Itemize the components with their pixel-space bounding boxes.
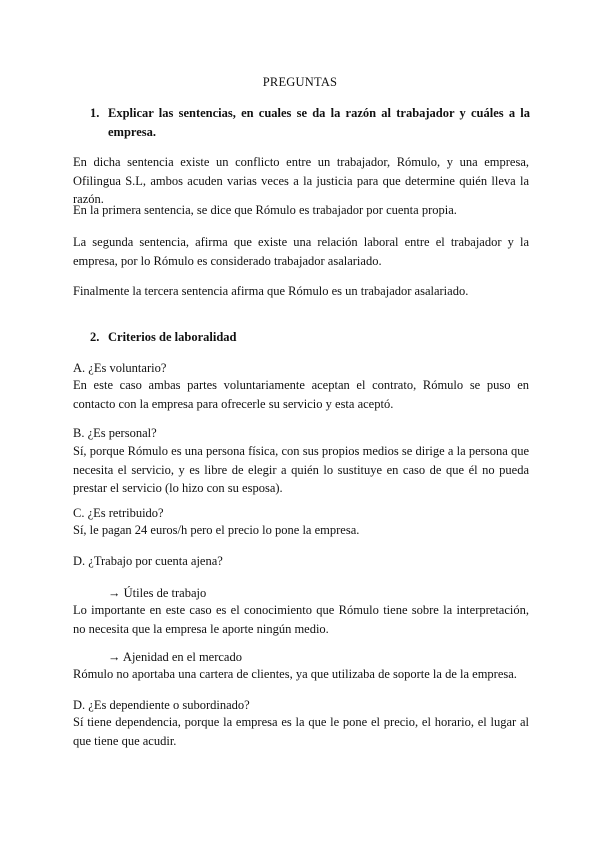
question-1-number: 1. [90, 106, 100, 120]
question-2-number: 2. [90, 330, 100, 344]
criterion-a-text: En este caso ambas partes voluntariamente aceptan el contrato, Rómulo se puso en contacto con la empresa para ofrecerle su servicio y esta aceptó. [73, 378, 529, 411]
question-2-heading [90, 328, 530, 347]
utiles-text: Lo importante en este caso es el conocimiento que Rómulo tiene sobre la interpretación, no necesita que la empresa le aporte ningún medio. [73, 603, 529, 636]
criterion-c-text: Sí, le pagan 24 euros/h pero el precio lo pone la empresa. [73, 523, 360, 537]
criterion-b-text: Sí, porque Rómulo es una persona física, con sus propios medios se dirige a la persona que necesita el servicio, y es libre de elegir a quién lo sustituye en caso de que él no pueda prestar el servicio (lo hizo con su esposa). [73, 444, 529, 495]
paragraph-second-sentence: La segunda sentencia, afirma que existe una relación laboral entre el trabajador y la empresa, por lo Rómulo es considerado trabajador asalariado. [73, 235, 529, 268]
paragraph-conflict: En dicha sentencia existe un conflicto entre un trabajador, Rómulo, y una empresa, Ofilingua S.L, ambos acuden varias veces a la justicia para que determine quién lleva la razón. [73, 155, 529, 206]
question-1-text: Explicar las sentencias, en cuales se da la razón al trabajador y cuáles a la empresa. [108, 106, 530, 139]
paragraph-first-sentence: En la primera sentencia, se dice que Rómulo es trabajador por cuenta propia. [73, 203, 457, 217]
criterion-c-label: C. ¿Es retribuido? [73, 506, 164, 520]
ajenidad-label: → Ajenidad en el mercado [108, 650, 242, 664]
utiles-label: → Útiles de trabajo [108, 586, 207, 600]
question-2-text: Criterios de laboralidad [108, 330, 237, 344]
criterion-b-label: B. ¿Es personal? [73, 426, 157, 440]
criterion-d-dependiente-text: Sí tiene dependencia, porque la empresa es la que le pone el precio, el horario, el lugar al que tiene que acudir. [73, 715, 529, 748]
ajenidad-text: Rómulo no aportaba una cartera de clientes, ya que utilizaba de soporte la de la empresa. [73, 667, 517, 681]
paragraph-third-sentence: Finalmente la tercera sentencia afirma que Rómulo es un trabajador asalariado. [73, 284, 469, 298]
page-title: PREGUNTAS [262, 75, 338, 89]
criterion-d-ajena-label: D. ¿Trabajo por cuenta ajena? [73, 554, 223, 568]
criterion-a-label: A. ¿Es voluntario? [73, 361, 167, 375]
criterion-d-dependiente-label: D. ¿Es dependiente o subordinado? [73, 698, 250, 712]
question-1-heading [90, 104, 530, 142]
